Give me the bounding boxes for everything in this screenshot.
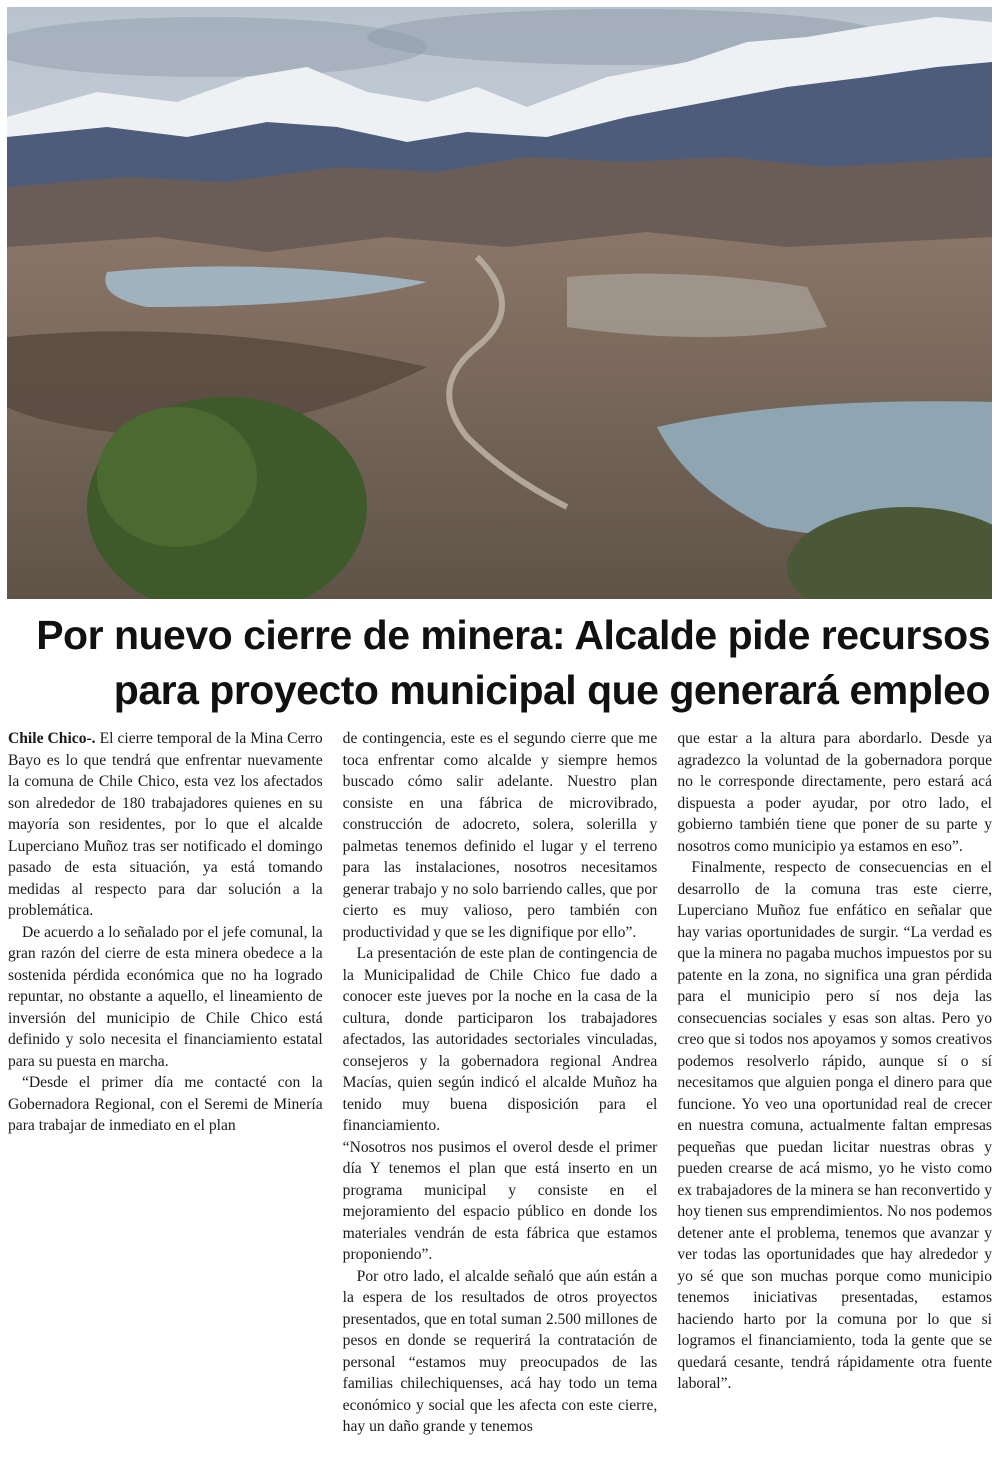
dateline: Chile Chico-. [8,730,96,747]
article-body [8,728,992,1448]
paragraph: La presentación de este plan de contingencia de la Municipalidad de Chile Chico fue dado a conocer este jueves por la noche en la casa de la cultura, donde participaron los trabajadores afectados, las autoridades sectoriales vinculadas, consejeros y la gobernadora regional Andrea Macías, quien según indicó el alcalde Muñoz ha tenido muy buena disposición para el financiamiento. [342,945,658,1134]
paragraph: Finalmente, respecto de consecuencias en el desarrollo de la comuna tras este cierre, Luperciano Muñoz fue enfático en señalar que hay varias oportunidades de surgir. “La verdad es que la minera no pagaba muchos impuestos por su patente en la zona, no significa una gran pérdida para el municipio pero sí nos deja las consecuencias sociales y esas son altas. Pero yo creo que si todos nos apoyamos y somos creativos podemos resolverlo rápido, aunque sí o sí necesitamos que alguien ponga el dinero para que funcione. Yo veo una oportunidad real de crecer en nuestra comuna, actualmente faltan empresas pequeñas que puedan licitar nuestras obras y pueden crearse de acá mismo, yo he visto como ex trabajadores de la minera se han reconvertido y hoy tienen sus emprendimientos. No nos podemos detener ante el problema, tenemos que avanzar y ver todas las oportunidades que hay alrededor y yo sé que son muchas porque como municipio tenemos iniciativas presentadas, estamos haciendo harto por la comuna por lo que si logramos el financiamiento, toda la gente que se quedará cesante, tendrá rápidamente otra fuente laboral”. [677,859,993,1392]
paragraph: “Nosotros nos pusimos el overol desde el primer día Y tenemos el plan que está inserto en un programa municipal y consiste en el mejoramiento del espacio público en donde los materiales vendrán de esta fábrica que estamos proponiendo”. [342,1138,658,1263]
article-column-3 [677,728,992,1448]
landscape-photo [7,7,992,599]
landscape-photo-icon [7,7,992,599]
paragraph: Por otro lado, el alcalde señaló que aún están a la espera de los resultados de otros proyectos presentados, que en total suman 2.500 millones de pesos en donde se requerirá la contratación de personal “estamos muy preocupados de las familias chilechiquenses, acá hay todo un tema económico y social que les afecta con este cierre, hay un daño grande y tenemos [342,1267,658,1435]
paragraph-text: El cierre temporal de la Mina Cerro Bayo es lo que tendrá que enfrentar nuevamente la comuna de Chile Chico, esta vez los afectados son alrededor de 180 trabajadores quienes en su mayoría son residentes, por lo que el alcalde Luperciano Muñoz tras ser notificado el domingo pasado de esta situación, ya está tomando medidas al respecto para dar solución a la problemática. [8,730,323,919]
headline-line-1: Por nuevo cierre de minera: Alcalde pide recursos [36,612,990,658]
paragraph: “Desde el primer día me contacté con la Gobernadora Regional, con el Seremi de Minería para trabajar de inmediato en el plan [8,1074,323,1134]
article-column-1 [8,728,323,1448]
paragraph [8,728,323,922]
paragraph: que estar a la altura para abordarlo. Desde ya agradezco la voluntad de la gobernadora porque no le corresponde directamente, pero estará acá dispuesta a poder ayudar, por otro lado, el gobierno también tiene que poner de su parte y nosotros como municipio ya estamos en eso”. [677,730,993,855]
paragraph: de contingencia, este es el segundo cierre que me toca enfrentar como alcalde y siempre hemos buscado cómo salir adelante. Nuestro plan consiste en una fábrica de microvibrado, construcción de adocreto, solera, solerilla y palmetas tenemos definido el lugar y el terreno para las instalaciones, nosotros necesitamos generar trabajo y no solo barriendo calles, que por cierto es muy valioso, pero también con productividad y que se les dignifique por ello”. [342,730,658,941]
article-headline [10,608,990,718]
headline-line-2: para proyecto municipal que generará empleo [113,667,990,713]
article-column-2 [343,728,658,1448]
paragraph: De acuerdo a lo señalado por el jefe comunal, la gran razón del cierre de esta minera obedece a la sostenida pérdida económica que no ha logrado repuntar, no obstante a aquello, el lineamiento de inversión del municipio de Chile Chico está definido y solo necesita el financiamiento estatal para su puesta en marcha. [8,923,323,1070]
